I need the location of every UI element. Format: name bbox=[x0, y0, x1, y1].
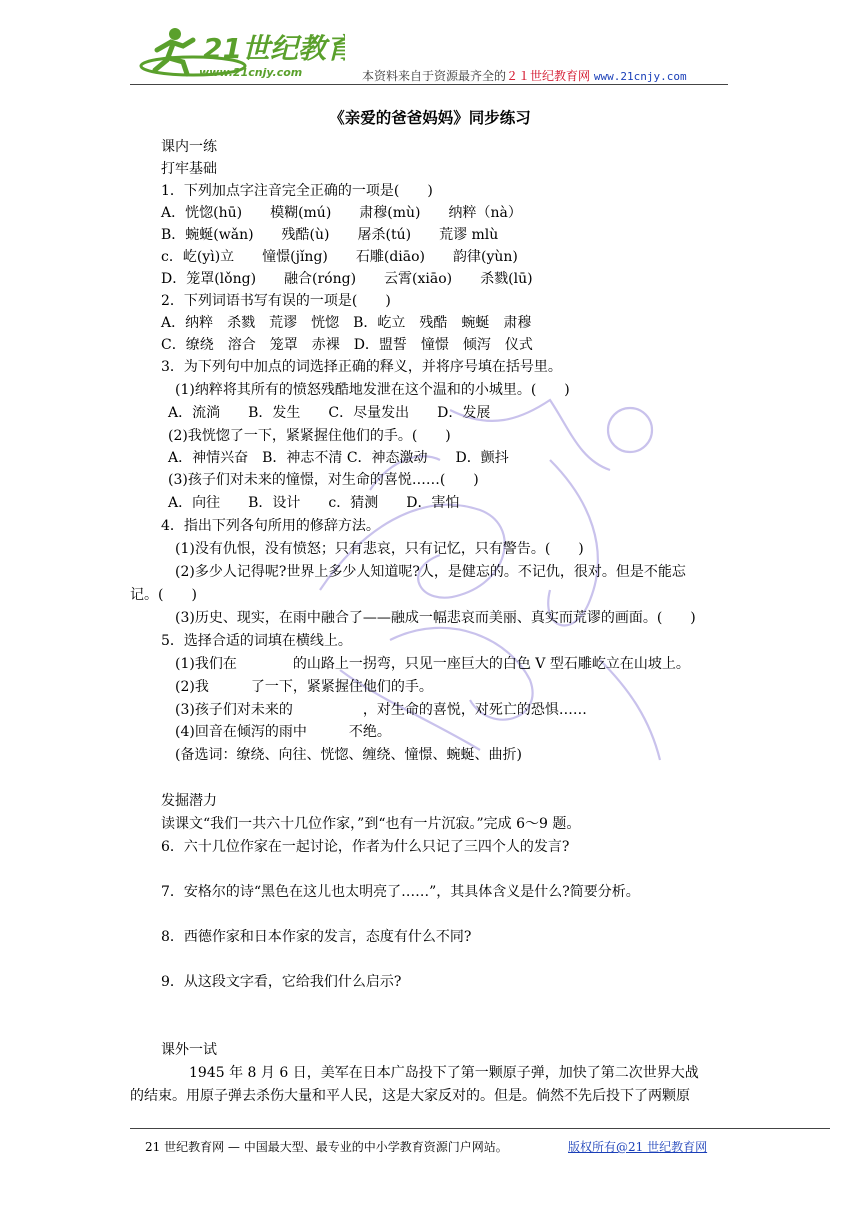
header-url-link[interactable]: www.21cnjy.com bbox=[593, 70, 687, 83]
passage-line: 的结束。用原子弹去杀伤大量和平人民，这是大家反对的。但是。倘然不先后投下了两颗原 bbox=[130, 1088, 690, 1104]
section-heading: 课内一练 bbox=[161, 139, 217, 155]
sub-question: (1)没有仇恨，没有愤怒；只有悲哀，只有记忆，只有警告。( ) bbox=[175, 541, 584, 557]
sub-question: (4)回音在倾泻的雨中 不绝。 bbox=[175, 724, 391, 740]
question-8: 8．西德作家和日本作家的发言，态度有什么不同? bbox=[161, 929, 472, 945]
question-7: 7．安格尔的诗“黑色在这儿也太明亮了……”，其具体含义是什么?简要分析。 bbox=[161, 884, 640, 900]
question-2: 2．下列词语书写有误的一项是( ) bbox=[161, 293, 391, 309]
option-line: C．缭绕 溶合 笼罩 赤裸 D．盟誓 憧憬 倾泻 仪式 bbox=[161, 337, 533, 353]
subsection-heading: 发掘潜力 bbox=[161, 793, 217, 809]
sub-question: (2)我 了一下，紧紧握住他们的手。 bbox=[175, 679, 433, 695]
question-5: 5．选择合适的词填在横线上。 bbox=[161, 633, 352, 649]
subsection-heading: 打牢基础 bbox=[161, 161, 217, 177]
question-9: 9．从这段文字看，它给我们什么启示? bbox=[161, 974, 402, 990]
copyright-link[interactable]: 版权所有@21 世纪教育网 bbox=[568, 1140, 708, 1154]
word-bank: (备选词：缭绕、向往、恍惚、缠绕、憧憬、蜿蜒、曲折) bbox=[175, 747, 522, 763]
sub-question: (2)我恍惚了一下，紧紧握住他们的手。( ) bbox=[168, 428, 451, 444]
option-line: D．笼罩(lǒng) 融合(róng) 云霄(xiāo) 杀戮(lū) bbox=[161, 271, 533, 287]
passage-line: 1945 年 8 月 6 日，美军在日本广岛投下了第一颗原子弹，加快了第二次世界大战 bbox=[189, 1065, 699, 1081]
option-line: A．流淌 B．发生 C．尽量发出 D．发展 bbox=[168, 405, 491, 421]
sub-question: (3)孩子们对未来的 ，对生命的喜悦，对死亡的恐惧…… bbox=[175, 702, 587, 718]
option-line: A．纳粹 杀戮 荒谬 恍惚 B．屹立 残酷 蜿蜒 肃穆 bbox=[161, 315, 532, 331]
question-6: 6．六十几位作家在一起讨论，作者为什么只记了三四个人的发言? bbox=[161, 839, 570, 855]
option-line: B．蜿蜒(wǎn) 残酷(ù) 屠杀(tú) 荒谬 mlù bbox=[161, 227, 499, 243]
option-line: A．向往 B．设计 c．猜测 D．害怕 bbox=[168, 495, 460, 511]
question-1: 1．下列加点字注音完全正确的一项是( ) bbox=[161, 183, 433, 199]
sub-question: (1)纳粹将其所有的愤怒残酷地发泄在这个温和的小城里。( ) bbox=[175, 382, 570, 398]
sub-question-continued: 记。( ) bbox=[130, 587, 197, 603]
footer-divider bbox=[130, 1128, 830, 1129]
section-heading: 课外一试 bbox=[161, 1042, 217, 1058]
logo-text: 21世纪教育 bbox=[203, 32, 345, 65]
header-site-link[interactable]: ２１世纪教育网 bbox=[506, 69, 591, 83]
option-line: A．恍惚(hū) 模糊(mú) 肃穆(mù) 纳粹（nà） bbox=[161, 205, 522, 221]
page-title: 《亲爱的爸爸妈妈》同步练习 bbox=[329, 108, 531, 127]
sub-question: (3)孩子们对未来的憧憬，对生命的喜悦……( ) bbox=[168, 472, 479, 488]
option-line: c．屹(yì)立 憧憬(jǐng) 石雕(diāo) 韵律(yùn) bbox=[161, 249, 518, 265]
reading-instruction: 读课文“我们一共六十几位作家，”到“也有一片沉寂。”完成 6～9 题。 bbox=[161, 816, 581, 832]
sub-question: (2)多少人记得呢?世界上多少人知道呢?人，是健忘的。不记仇，很对。但是不能忘 bbox=[175, 564, 686, 580]
logo-url: www.21cnjy.com bbox=[199, 66, 303, 79]
header-note-prefix: 本资料来自于资源最齐全的 bbox=[362, 69, 507, 83]
question-3: 3．为下列句中加点的词选择正确的释义，并将序号填在括号里。 bbox=[161, 359, 562, 375]
option-line: A．神情兴奋 B．神志不清 C．神态激动 D．颤抖 bbox=[168, 450, 509, 466]
sub-question: (1)我们在 的山路上一拐弯，只见一座巨大的白色 V 型石雕屹立在山坡上。 bbox=[175, 656, 690, 672]
footer-tagline: 21 世纪教育网 — 中国最大型、最专业的中小学教育资源门户网站。 bbox=[145, 1140, 508, 1154]
sub-question: (3)历史、现实，在雨中融合了——融成一幅悲哀而美丽、真实而荒谬的画面。( ) bbox=[175, 610, 696, 626]
question-4: 4．指出下列各句所用的修辞方法。 bbox=[161, 518, 380, 534]
